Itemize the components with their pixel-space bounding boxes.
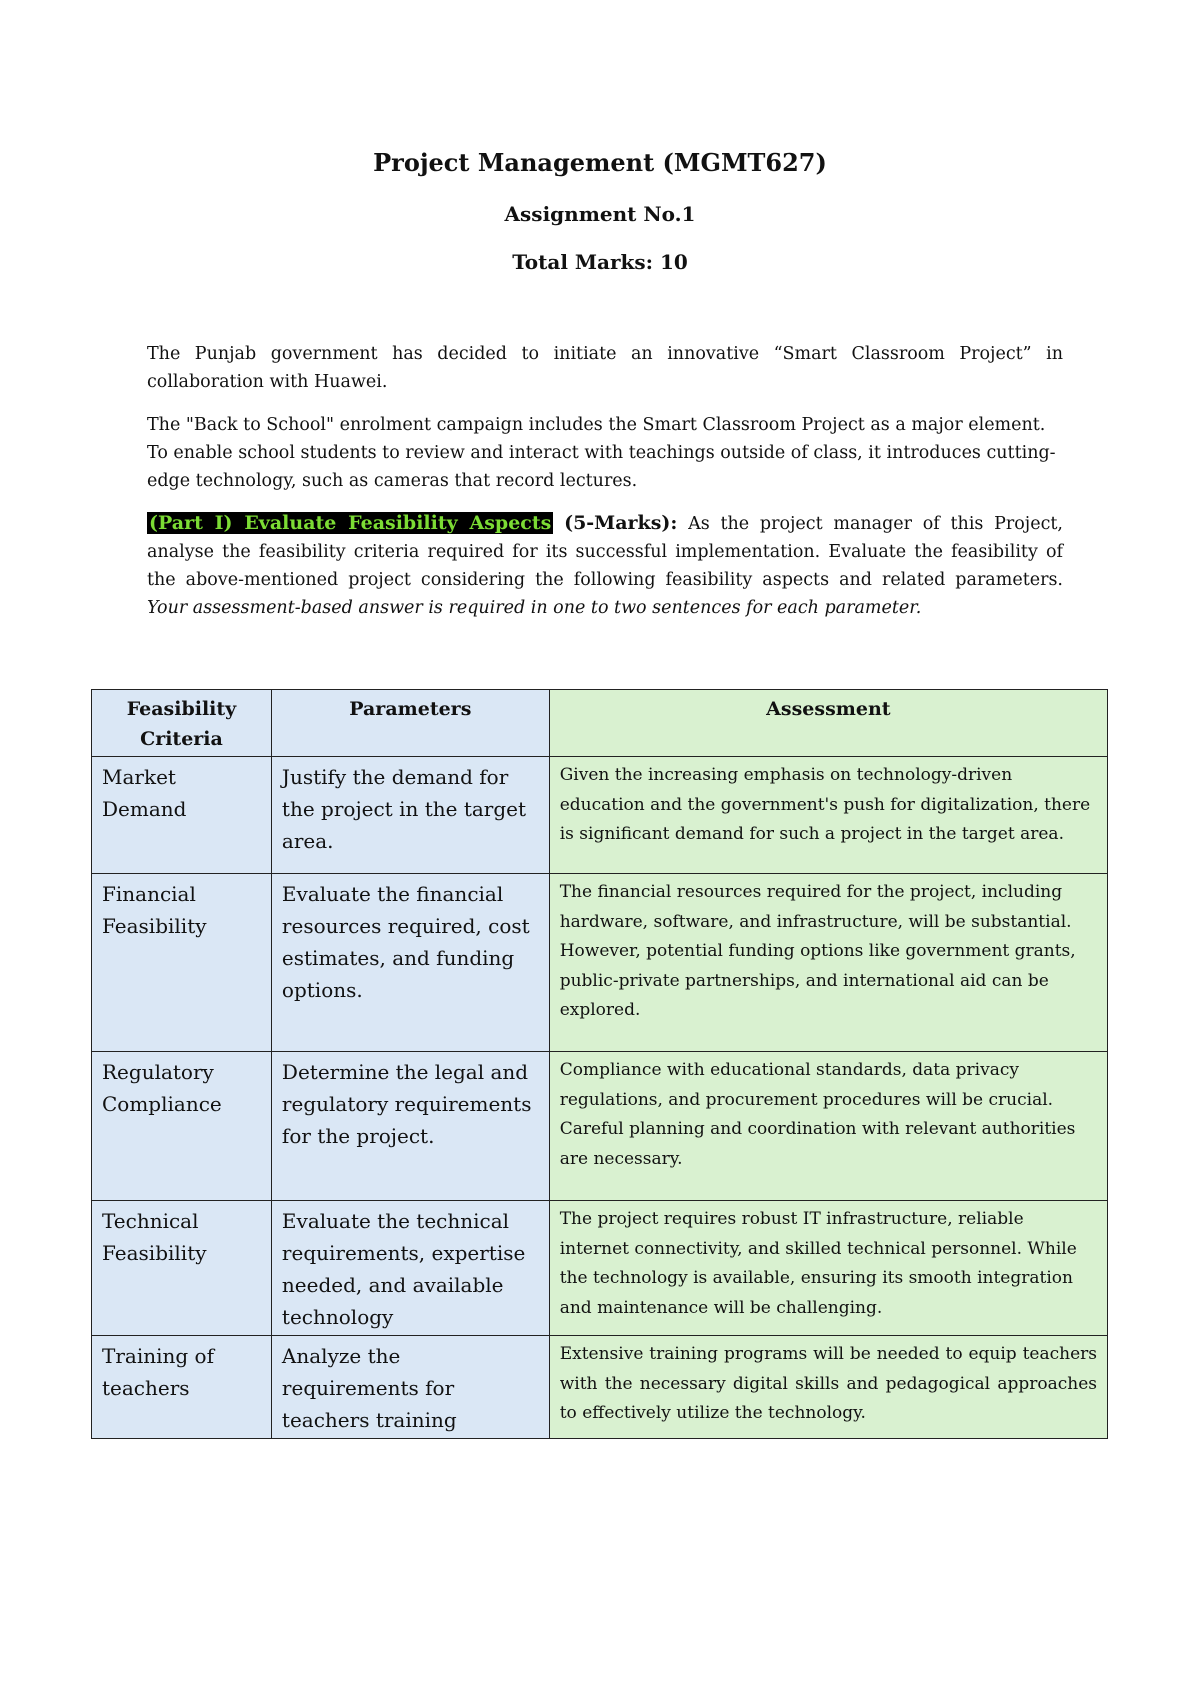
assessment-cell: Compliance with educational standards, data privacy regulations, and procurement procedures will be crucial. Careful planning and coordination with relevant authorities are necessary. <box>549 1052 1107 1201</box>
criteria-cell: Market Demand <box>92 757 272 874</box>
parameters-cell: Evaluate the technical requirements, expertise needed, and available technology <box>271 1201 549 1336</box>
total-marks: Total Marks: 10 <box>512 250 688 274</box>
part1-marks: (5-Marks): <box>564 512 678 534</box>
table-row <box>92 1052 1108 1201</box>
header-parameters: Parameters <box>271 690 549 757</box>
assessment-cell: The project requires robust IT infrastructure, reliable internet connectivity, and skilled technical personnel. While the technology is available, ensuring its smooth integration and maintenance will be challenging. <box>549 1201 1107 1336</box>
criteria-cell: Financial Feasibility <box>92 874 272 1052</box>
document-title: Project Management (MGMT627) <box>373 148 827 177</box>
parameters-cell: Evaluate the financial resources required, cost estimates, and funding options. <box>271 874 549 1052</box>
criteria-cell: Regulatory Compliance <box>92 1052 272 1201</box>
table-header-row <box>92 690 1108 757</box>
assessment-cell: Extensive training programs will be needed to equip teachers with the necessary digital skills and pedagogical approaches to effectively utilize the technology. <box>549 1336 1107 1439</box>
criteria-cell: Training of teachers <box>92 1336 272 1439</box>
part1-body: As the project manager of this Project, analyse the feasibility criteria required for its successful implementation. Evaluate the feasibility of the above-mentioned project considering the following feasibility aspects and related parameters. <box>147 514 1063 590</box>
part1-heading-highlight: (Part I) Evaluate Feasibility Aspects <box>149 512 552 534</box>
header-feasibility-criteria: Feasibility Criteria <box>92 690 272 757</box>
criteria-cell: Technical Feasibility <box>92 1201 272 1336</box>
part1-paragraph <box>147 509 1063 622</box>
assessment-cell: The financial resources required for the project, including hardware, software, and infrastructure, will be substantial. However, potential funding options like government grants, public-private partnerships, and international aid can be explored. <box>549 874 1107 1052</box>
part1-instruction: Your assessment-based answer is required in one to two sentences for each parameter. <box>147 598 922 618</box>
parameters-cell: Justify the demand for the project in the target area. <box>271 757 549 874</box>
assessment-cell: Given the increasing emphasis on technology-driven education and the government's push for digitalization, there is significant demand for such a project in the target area. <box>549 757 1107 874</box>
header-assessment: Assessment <box>549 690 1107 757</box>
assignment-number: Assignment No.1 <box>504 202 696 226</box>
feasibility-table <box>91 689 1108 1439</box>
intro-paragraph: The Punjab government has decided to initiate an innovative “Smart Classroom Project” in collaboration with Huawei. <box>147 344 1063 392</box>
parameters-cell: Determine the legal and regulatory requirements for the project. <box>271 1052 549 1201</box>
table-row <box>92 874 1108 1052</box>
table-row <box>92 757 1108 874</box>
table-row <box>92 1201 1108 1336</box>
campaign-paragraph: The "Back to School" enrolment campaign includes the Smart Classroom Project as a major element. To enable school students to review and interact with teachings outside of class, it introduces cutting-edge technology, such as cameras that record lectures. <box>147 415 1056 491</box>
parameters-cell: Analyze the requirements for teachers training <box>271 1336 549 1439</box>
table-row <box>92 1336 1108 1439</box>
